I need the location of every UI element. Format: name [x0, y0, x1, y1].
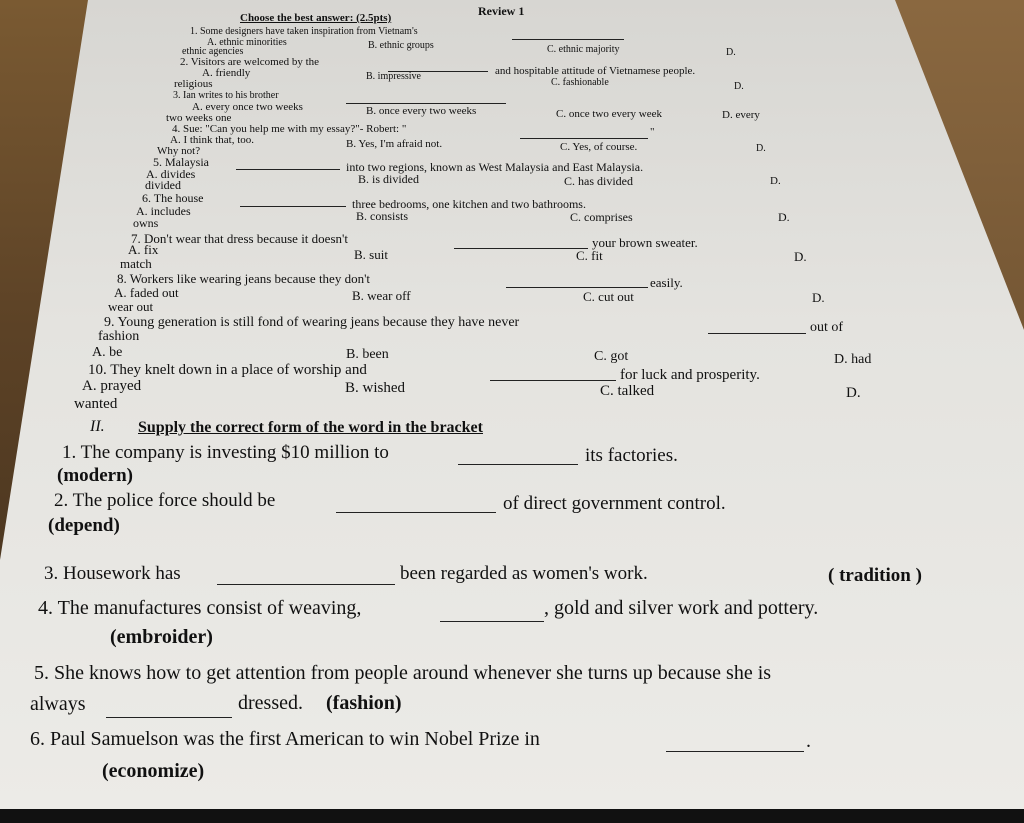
s2-q2-word: (depend)	[48, 515, 120, 536]
q7-option-d: D.	[794, 249, 807, 264]
q9-stem-cont: fashion	[98, 329, 140, 344]
s2-q3-after: been regarded as women's work.	[400, 563, 648, 584]
s2-q3-word: ( tradition )	[828, 565, 922, 586]
q5-blank	[236, 168, 340, 170]
q7-option-c: C. fit	[576, 248, 603, 263]
s2-q5-before2: always	[30, 693, 86, 715]
q10-blank	[490, 379, 616, 381]
q6-blank	[240, 205, 346, 207]
s2-q4-blank	[440, 620, 544, 622]
q3-stem: 3. Ian writes to his brother	[173, 90, 279, 101]
q3-option-a: A. every once two weeks	[192, 101, 303, 113]
s2-q3-blank	[217, 583, 395, 585]
s2-q3-before: 3. Housework has	[44, 563, 181, 584]
q8-stem-after: easily.	[650, 275, 683, 290]
q2-stem-after: and hospitable attitude of Vietnamese people.	[495, 65, 696, 77]
q7-blank	[454, 247, 588, 249]
q4-option-b: B. Yes, I'm afraid not.	[346, 138, 443, 150]
q7-option-d-cont: match	[120, 256, 152, 271]
q8-option-d: D.	[812, 290, 825, 305]
q5-option-c: C. has divided	[564, 174, 633, 188]
q7-option-b: B. suit	[354, 247, 388, 262]
q9-option-c: C. got	[594, 349, 629, 364]
s2-q2-before: 2. The police force should be	[54, 490, 276, 511]
q3-option-d: D. every	[722, 109, 760, 121]
q10-option-a: A. prayed	[82, 378, 142, 394]
q10-option-c: C. talked	[600, 383, 655, 399]
q2-stem: 2. Visitors are welcomed by the	[180, 56, 320, 68]
q5-option-a: A. divides	[146, 167, 196, 181]
q9-blank	[708, 332, 806, 334]
q6-option-a: A. includes	[136, 204, 191, 218]
q2-option-a: A. friendly	[202, 67, 251, 79]
q1-option-b: B. ethnic groups	[368, 40, 434, 51]
q5-option-d-cont: divided	[145, 178, 181, 192]
q9-option-b: B. been	[346, 347, 389, 362]
q3-option-d-cont: two weeks one	[166, 112, 232, 124]
s2-q6-after: .	[806, 730, 811, 752]
q9-option-a: A. be	[92, 345, 123, 360]
q4-stem: 4. Sue: "Can you help me with my essay?"- Robert: "	[172, 123, 407, 135]
q6-option-b: B. consists	[356, 209, 409, 223]
q4-option-d-cont: Why not?	[157, 145, 201, 157]
section2-numeral: II.	[90, 418, 105, 435]
s2-q5-word: (fashion)	[326, 692, 402, 714]
s2-q6-before: 6. Paul Samuelson was the first American to win Nobel Prize in	[30, 728, 540, 750]
q1-option-d-cont: ethnic agencies	[182, 46, 244, 57]
q2-option-d-cont: religious	[174, 78, 213, 90]
q4-stem-after: "	[650, 126, 655, 138]
section1-title: Choose the best answer: (2.5pts)	[240, 12, 392, 24]
q7-stem-after: your brown sweater.	[592, 235, 698, 250]
q10-stem-after: for luck and prosperity.	[620, 367, 760, 383]
q6-option-d: D.	[778, 210, 790, 224]
s2-q1-after: its factories.	[585, 445, 678, 466]
q10-option-b: B. wished	[345, 380, 405, 396]
q8-stem: 8. Workers like wearing jeans because they don't	[117, 271, 371, 286]
q2-option-b: B. impressive	[366, 71, 421, 82]
q1-stem: 1. Some designers have taken inspiration from Vietnam's	[190, 26, 418, 37]
q8-option-d-cont: wear out	[108, 299, 154, 314]
s2-q4-before: 4. The manufactures consist of weaving,	[38, 597, 362, 619]
q7-option-a: A. fix	[128, 242, 159, 257]
q6-option-d-cont: owns	[133, 216, 159, 230]
q9-stem-after: out of	[810, 320, 844, 335]
q3-option-c: C. once two every week	[556, 108, 662, 120]
s2-q6-blank	[666, 750, 804, 752]
s2-q4-after: , gold and silver work and pottery.	[544, 597, 819, 619]
s2-q4-word: (embroider)	[110, 626, 213, 648]
s2-q2-after: of direct government control.	[503, 493, 726, 514]
q9-stem: 9. Young generation is still fond of wearing jeans because they have never	[104, 315, 520, 330]
s2-q1-blank	[458, 463, 578, 465]
q4-option-c: C. Yes, of course.	[560, 141, 638, 153]
q4-option-a: A. I think that, too.	[170, 134, 255, 146]
q10-option-d-cont: wanted	[74, 396, 118, 412]
q2-option-c: C. fashionable	[551, 77, 609, 88]
q6-option-c: C. comprises	[570, 210, 633, 224]
s2-q1-before: 1. The company is investing $10 million to	[62, 442, 389, 463]
q4-option-d: D.	[756, 143, 766, 154]
s2-q5-before: 5. She knows how to get attention from people around whenever she turns up because she is	[34, 662, 772, 684]
q7-stem: 7. Don't wear that dress because it doesn't	[131, 231, 348, 246]
q8-option-b: B. wear off	[352, 288, 411, 303]
q6-stem-after: three bedrooms, one kitchen and two bathrooms.	[352, 197, 586, 211]
s2-q2-blank	[336, 511, 496, 513]
q5-option-b: B. is divided	[358, 172, 420, 186]
s2-q1-word: (modern)	[57, 465, 133, 486]
q8-option-c: C. cut out	[583, 289, 634, 304]
q8-blank	[506, 286, 648, 288]
q1-blank	[512, 38, 624, 40]
section2-title: Supply the correct form of the word in the bracket	[138, 419, 483, 436]
s2-q5-after: dressed.	[238, 692, 303, 714]
s2-q6-word: (economize)	[102, 760, 205, 782]
q9-option-d: D. had	[834, 352, 872, 367]
q3-blank	[346, 102, 506, 104]
q8-option-a: A. faded out	[114, 285, 179, 300]
q1-option-a: A. ethnic minorities	[207, 37, 287, 48]
q5-option-d: D.	[770, 175, 781, 187]
q1-option-d: D.	[726, 47, 736, 58]
s2-q5-blank	[106, 716, 232, 718]
desk-bottom-edge	[0, 809, 1024, 823]
q4-blank	[520, 137, 648, 139]
q10-stem: 10. They knelt down in a place of worship and	[88, 362, 367, 378]
q10-option-d: D.	[846, 385, 861, 401]
review-title: Review 1	[478, 4, 525, 18]
q3-option-b: B. once every two weeks	[366, 105, 477, 117]
q5-stem: 5. Malaysia	[153, 155, 209, 169]
q1-option-c: C. ethnic majority	[547, 44, 620, 55]
q5-stem-after: into two regions, known as West Malaysia and East Malaysia.	[346, 160, 644, 174]
q6-stem: 6. The house	[142, 191, 204, 205]
q2-option-d: D.	[734, 81, 744, 92]
